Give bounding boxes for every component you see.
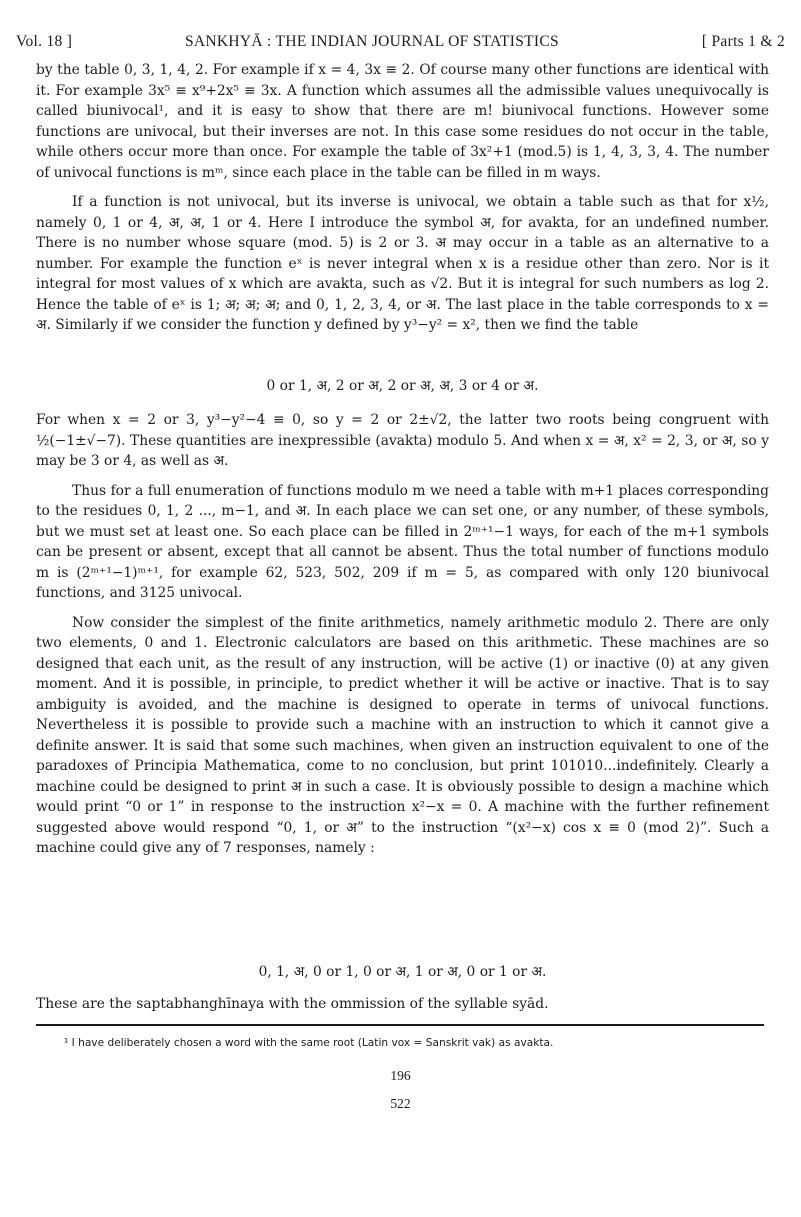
body-block-1 bbox=[36, 60, 769, 336]
page-number-secondary: 522 bbox=[390, 1096, 411, 1111]
paragraph-6: These are the saptabhanghīnaya with the ommission of the syllable syād. bbox=[36, 996, 549, 1012]
paragraph-2: If a function is not univocal, but its inverse is univocal, we obtain a table such as that for x½, namely 0, 1 or 4, अ, अ, 1 or 4. Here I introduce the symbol अ, for avakta, for an undefined number. There is no number whose square (mod. 5) is 2 or 3. अ may occur in a table as an alternative to a number. For example the function eˣ is never integral when x is a residue other than zero. Nor is it integral for most values of x which are avakta, such as √2. But it is integral for such numbers as log 2. Hence the table of eˣ is 1; अ; अ; अ; and 0, 1, 2, 3, 4, or अ. The last place in the table corresponds to x = अ. Similarly if we consider the function y defined by y³−y² = x², then we find the table bbox=[36, 194, 769, 333]
paragraph-4: Thus for a full enumeration of functions modulo m we need a table with m+1 places corresponding to the residues 0, 1, 2 ..., m−1, and अ. In each place we can set one, or any number, of these symbols, but we must set at least one. So each place can be filled in 2ᵐ⁺¹−1 ways, for each of the m+1 symbols can be present or absent, except that all cannot be absent. Thus the total number of functions modulo m is (2ᵐ⁺¹−1)ᵐ⁺¹, for example 62, 523, 502, 209 if m = 5, as compared with only 120 biunivocal functions, and 3125 univocal. bbox=[36, 482, 769, 601]
body-block-3 bbox=[36, 994, 769, 1015]
journal-title: SANKHYĀ : THE INDIAN JOURNAL OF STATISTICS bbox=[185, 33, 559, 50]
paragraph-1: by the table 0, 3, 1, 4, 2. For example if x = 4, 3x ≡ 2. Of course many other functions are identical with it. For example 3x⁵ ≡ x⁹+2x⁵ ≡ 3x. A function which assumes all the admissible values unequivocally is called biunivocal¹, and it is easy to show that there are m! biunivocal functions. However some functions are univocal, but their inverses are not. In this case some residues do not occur in the table, while others occur more than once. For example the table of 3x²+1 (mod.5) is 1, 4, 3, 3, 4. The number of univocal functions is mᵐ, since each place in the table can be filled in m ways. bbox=[36, 62, 769, 181]
body-block-2 bbox=[36, 410, 769, 859]
footnote: ¹ I have deliberately chosen a word with the same root (Latin vox = Sanskrit vak) as avakta. bbox=[64, 1037, 554, 1049]
volume-label: Vol. 18 ] bbox=[16, 33, 73, 50]
responses-display: 0, 1, अ, 0 or 1, 0 or अ, 1 or अ, 0 or 1 or अ. bbox=[258, 964, 547, 980]
page-number: 196 bbox=[390, 1068, 411, 1083]
parts-label: [ Parts 1 & 2 bbox=[701, 33, 785, 50]
running-header bbox=[16, 33, 785, 53]
paragraph-3: For when x = 2 or 3, y³−y²−4 ≡ 0, so y = 2 or 2±√2, the latter two roots being congruent with ½(−1±√−7). These quantities are inexpressible (avakta) modulo 5. And when x = अ, x² = 2, 3, or अ, so y may be 3 or 4, as well as अ. bbox=[36, 412, 769, 469]
function-table-display: 0 or 1, अ, 2 or अ, 2 or अ, अ, 3 or 4 or अ. bbox=[266, 378, 539, 394]
paragraph-5: Now consider the simplest of the finite arithmetics, namely arithmetic modulo 2. There are only two elements, 0 and 1. Electronic calculators are based on this arithmetic. These machines are so designed that each unit, as the result of any instruction, will be active (1) or inactive (0) at any given moment. And it is possible, in principle, to predict whether it will be active or inactive. That is to say ambiguity is avoided, and the machine is designed to operate in terms of univocal functions. Nevertheless it is possible to provide such a machine with an instruction to which it cannot give a definite answer. It is said that some such machines, when given an instruction equivalent to one of the paradoxes of Principia Mathematica, come to no conclusion, but print 101010...indefinitely. Clearly a machine could be designed to print अ in such a case. It is obviously possible to design a machine which would print “0 or 1” in response to the instruction x²−x = 0. A machine with the further refinement suggested above would respond “0, 1, or अ” to the instruction “(x²−x) cos x ≡ 0 (mod 2)”. Such a machine could give any of 7 responses, namely : bbox=[36, 614, 769, 856]
footnote-divider bbox=[36, 1024, 764, 1026]
